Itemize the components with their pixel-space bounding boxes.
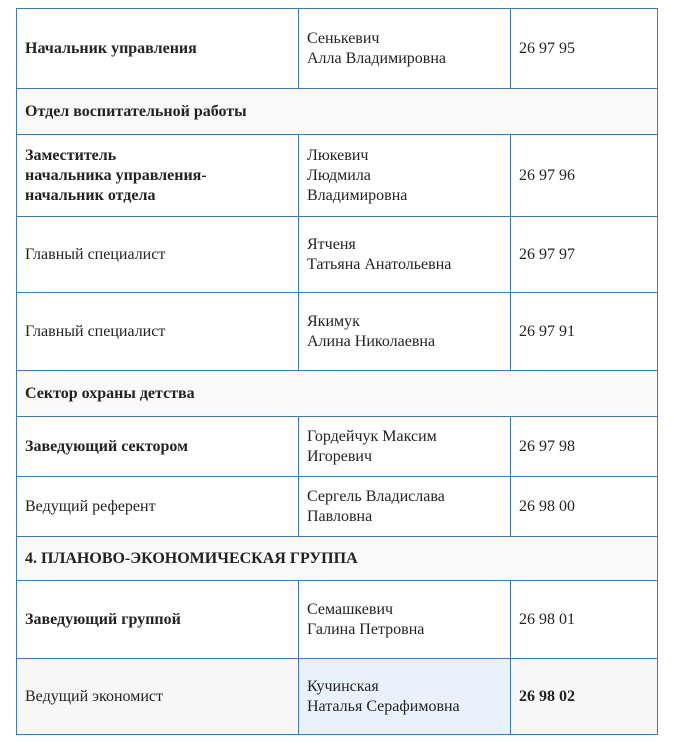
name-line: Наталья Серафимовна: [307, 697, 460, 715]
name-line: Кучинская: [307, 677, 379, 695]
name-line: Павловна: [307, 507, 373, 525]
table-row: [17, 659, 658, 735]
name-line: Якимук: [307, 312, 360, 330]
phone-cell: 26 97 96: [511, 135, 658, 217]
table-row: [17, 293, 658, 371]
table-row: [17, 417, 658, 477]
position-line: Главный специалист: [25, 245, 166, 263]
position-line: Заведующий сектором: [25, 437, 188, 455]
position-line: Ведущий экономист: [25, 687, 164, 705]
name-line: Владимировна: [307, 186, 408, 204]
table-row: [17, 217, 658, 293]
position-cell: [17, 293, 299, 371]
name-cell: [299, 217, 511, 293]
position-line: Главный специалист: [25, 322, 166, 340]
name-line: Галина Петровна: [307, 620, 425, 638]
section-title: Сектор охраны детства: [17, 371, 658, 417]
name-line: Людмила: [307, 166, 371, 184]
section-row: [17, 89, 658, 135]
position-line: Заместитель: [25, 146, 117, 164]
phone-cell: 26 98 01: [511, 581, 658, 659]
position-cell: [17, 659, 299, 735]
name-cell: [299, 477, 511, 537]
table-row: [17, 135, 658, 217]
phone-cell: 26 97 95: [511, 9, 658, 89]
name-cell: [299, 293, 511, 371]
name-cell: [299, 659, 511, 735]
name-cell: [299, 581, 511, 659]
name-line: Гордейчук Максим: [307, 427, 437, 445]
position-cell: [17, 135, 299, 217]
position-line: Заведующий группой: [25, 610, 181, 628]
name-line: Игоревич: [307, 447, 372, 465]
table-row: [17, 9, 658, 89]
phone-cell: 26 97 98: [511, 417, 658, 477]
position-cell: [17, 581, 299, 659]
section-row: [17, 537, 658, 581]
phone-cell: 26 98 02: [511, 659, 658, 735]
name-line: Ятченя: [307, 235, 356, 253]
position-line: Начальник управления: [25, 39, 197, 57]
name-cell: [299, 417, 511, 477]
name-line: Сергель Владислава: [307, 487, 445, 505]
name-line: Люкевич: [307, 146, 369, 164]
position-cell: [17, 417, 299, 477]
section-row: [17, 371, 658, 417]
name-line: Сенькевич: [307, 29, 380, 47]
position-cell: [17, 9, 299, 89]
position-cell: [17, 477, 299, 537]
phone-cell: 26 97 91: [511, 293, 658, 371]
phone-cell: 26 98 00: [511, 477, 658, 537]
staff-directory-table: [16, 8, 658, 735]
position-cell: [17, 217, 299, 293]
position-line: начальник отдела: [25, 186, 156, 204]
name-line: Алина Николаевна: [307, 332, 436, 350]
name-cell: [299, 135, 511, 217]
table-row: [17, 581, 658, 659]
position-line: Ведущий референт: [25, 497, 156, 515]
section-title: Отдел воспитательной работы: [17, 89, 658, 135]
phone-cell: 26 97 97: [511, 217, 658, 293]
name-line: Татьяна Анатольевна: [307, 255, 452, 273]
name-cell: [299, 9, 511, 89]
section-title: 4. ПЛАНОВО-ЭКОНОМИЧЕСКАЯ ГРУППА: [17, 537, 658, 581]
name-line: Семашкевич: [307, 600, 394, 618]
position-line: начальника управления-: [25, 166, 207, 184]
name-line: Алла Владимировна: [307, 49, 446, 67]
table-row: [17, 477, 658, 537]
